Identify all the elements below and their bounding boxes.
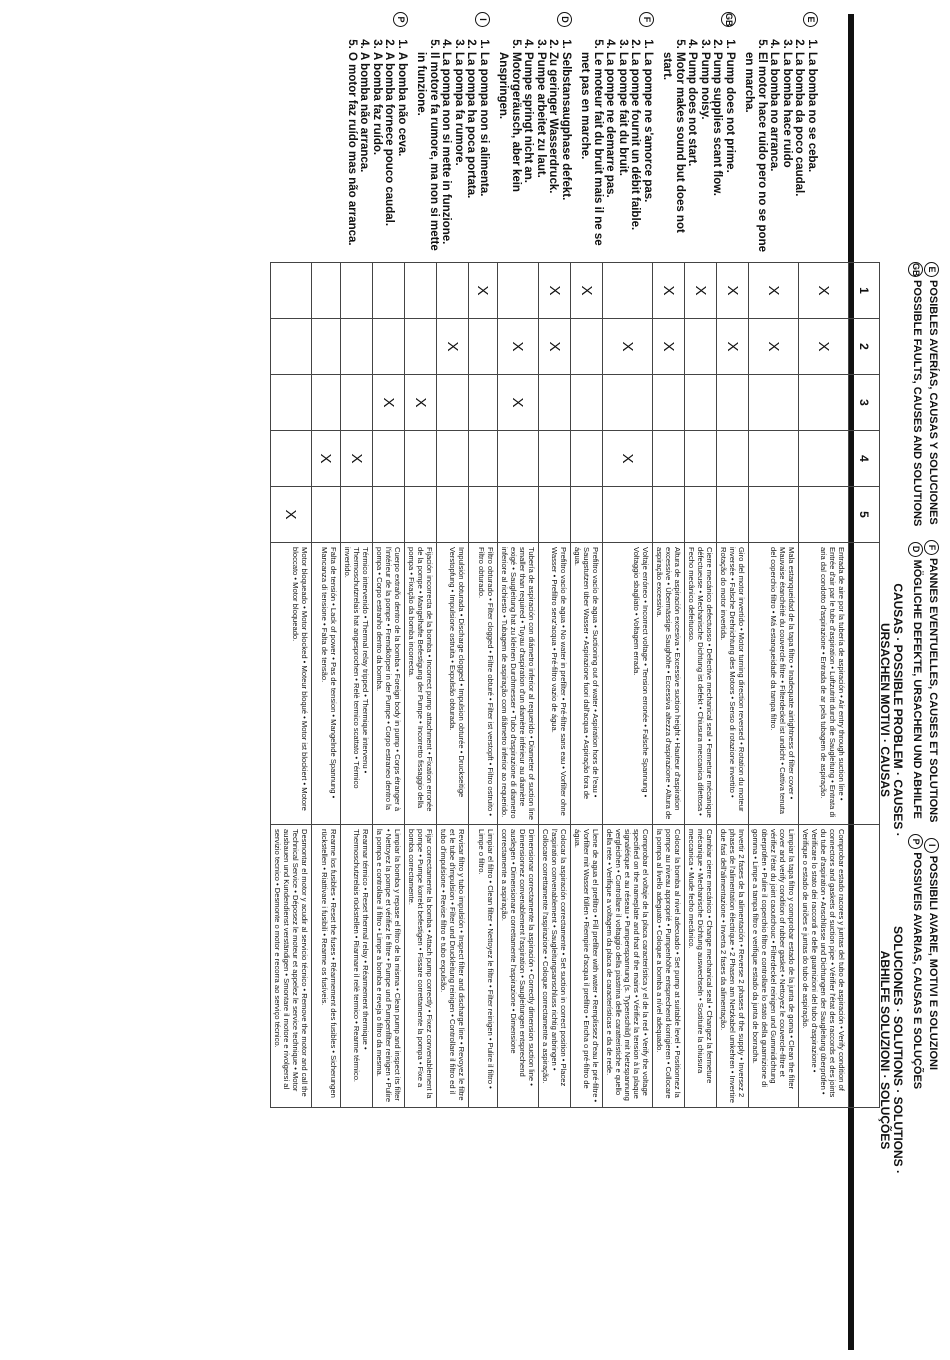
cause-cell: Tubería de aspiración con diámetro inferior al requerido • Diameter of suction line smaller than required • Tuyau d'aspiration d'un diamètre inférieur au diamètre exigé • Saugleitung hat zu kleinen Durchmesser • Tubo d'aspirazione di diametro inferiore al richiesto • Tubagem de aspiração com diâmetro inferior ao requerido.: [498, 543, 539, 825]
symptom-mark-cell: [571, 319, 603, 375]
symptom-mark-cell: [437, 487, 469, 543]
symptom-mark-cell: [717, 487, 749, 543]
table-row: [271, 263, 312, 1108]
symptom-item: 2. La pompe fournit un débit faible.: [629, 52, 642, 252]
lang-badge: D: [557, 12, 572, 27]
lang-badge: E: [803, 12, 818, 27]
symptom-mark-cell: [271, 431, 312, 487]
cause-cell: Motor bloqueado • Motor blocked • Moteur bloqué • Motor ist blockiert • Motore bloccato • Motor bloqueado.: [271, 543, 312, 825]
symptom-mark-cell: [405, 319, 437, 375]
col-4: 4: [849, 431, 880, 487]
cause-cell: Voltaje erróneo • Incorrect voltage • Tension erronée • Falsche Spannung • Voltaggio sbagliato • Voltagem errada.: [603, 543, 653, 825]
symptom-mark-cell: [469, 319, 498, 375]
symptom-mark-cell: [341, 319, 373, 375]
cause-cell: Filtro obturado • Filter clogged • Filtre obturé • Filter ist verstopft • Filtro ostruito • Filtro obturado.: [469, 543, 498, 825]
symptom-mark-cell: [749, 375, 799, 431]
symptom-mark-cell: X: [271, 487, 312, 543]
solution-cell: Revisar filtro y tubo impulsión • Inspect filter and discharge line • Revoyez le filtre et le tube d'impulsion • Filter und Druckleitung reinigen • Controllare il filtro ed il tubo d'impulsione • Revise filtro e tubo expulsão.: [437, 825, 469, 1108]
symptom-mark-cell: X: [749, 319, 799, 375]
lang-badge: F: [924, 540, 939, 555]
symptom-mark-cell: [341, 263, 373, 319]
symptom-item: 4. La pompe ne demarre pas.: [604, 52, 617, 252]
symptom-item: 1. Selbstansaugphase defekt.: [560, 52, 573, 252]
symptom-mark-cell: [312, 319, 341, 375]
symptom-item: 5. Motorgeräusch, aber kein Anspringen.: [497, 52, 522, 252]
col-3: 3: [849, 375, 880, 431]
symptom-item: 2. La bomba da poco caudal.: [793, 52, 806, 252]
symptom-mark-cell: [539, 487, 571, 543]
lang-badge: E: [924, 262, 939, 277]
symptoms-f: [579, 12, 654, 252]
symptom-mark-cell: [603, 487, 653, 543]
symptom-mark-cell: [405, 263, 437, 319]
header-title-pt: POSSIVEIS AVARIAS, CAUSAS E SOLUÇÕES: [911, 852, 923, 1090]
symptom-mark-cell: [653, 487, 685, 543]
lang-badge: P: [393, 12, 408, 27]
lang-badge: GB: [721, 12, 736, 27]
symptom-item: 1. A bomba não ceva.: [396, 52, 409, 252]
table-row: [603, 263, 653, 1108]
table-row: [685, 263, 717, 1108]
table-row: [539, 263, 571, 1108]
symptom-mark-cell: [603, 375, 653, 431]
col-2: 2: [849, 319, 880, 375]
symptom-mark-cell: X: [539, 263, 571, 319]
symptom-mark-cell: [799, 487, 849, 543]
cause-cell: Mala estanqueidad de la tapa filtro • Inadequate airtightness of filter cover • Mauvaise étanchéité du couvercle filtre • Filterdeckel ist undicht • Cattiva tenuta del coperchio filtro • Má estanqueidade da tampa filtro.: [749, 543, 799, 825]
col-5: 5: [849, 487, 880, 543]
table-row: [469, 263, 498, 1108]
symptom-mark-cell: X: [603, 431, 653, 487]
symptom-mark-cell: [405, 431, 437, 487]
symptom-item: 2. A bomba fornece pouco caudal.: [383, 52, 396, 252]
symptom-mark-cell: X: [571, 263, 603, 319]
symptom-mark-cell: X: [799, 263, 849, 319]
solution-cell: Cambiar cierre mecánico • Change mechanical seal • Changez la fermeture mécanique • Mechanische Dichtung auswechseln • Sostituire la chiusura meccanica • Mude fecho mecânico.: [685, 825, 717, 1108]
symptom-item: 3. Pumpe arbeitet zu laut.: [535, 52, 548, 252]
symptom-item: 1. La pompa non si alimenta.: [478, 52, 491, 252]
symptom-mark-cell: [653, 375, 685, 431]
symptom-mark-cell: [571, 375, 603, 431]
symptom-item: 3. A bomba faz ruído.: [371, 52, 384, 252]
symptom-item: 5. Il motore fa rumore, ma non si mette in funzione.: [415, 52, 440, 252]
symptom-mark-cell: [799, 431, 849, 487]
symptom-mark-cell: X: [653, 319, 685, 375]
causes-header: CAUSAS · POSSIBLE PROBLEM · CAUSES · URSACHEN MOTIVI · CAUSAS: [878, 583, 905, 837]
symptom-mark-cell: X: [498, 375, 539, 431]
symptom-mark-cell: [685, 319, 717, 375]
cause-cell: Altura de aspiración excesiva • Excessive suction height • Hauteur d'aspiration excessive • Übermässige Saughöhe • Eccessiva altezza d'aspirazione • Altura de aspiração excessiva.: [653, 543, 685, 825]
cause-cell: Cuerpo extraño dentro de la bomba • Foreign body in pump • Corps étranger à l'intérieur de la pompe • Fremdkörper in der Pumpe • Corpo estraneo dentro la pompa • Corpo estranho dentro da bomba.: [373, 543, 405, 825]
symptom-mark-cell: [571, 487, 603, 543]
symptom-item: 5. El motor hace ruido pero no se pone en marcha.: [743, 52, 768, 252]
symptom-mark-cell: [312, 375, 341, 431]
solution-cell: Rearmar térmico • Reset thermal relay • Réarmement thermique • Thermoschutzrelais rückstellen • Riarmare il relè termico • Rearme térmico.: [341, 825, 373, 1108]
symptom-item: 2. Pump supplies scant flow.: [711, 52, 724, 252]
solution-cell: Rearme los fusibles • Reset the fuses • Réarmement des fusibles • Sicherungen rückstellen • Riattivare i fusibili • Rearme os fusíveis.: [312, 825, 341, 1108]
symptom-mark-cell: [498, 487, 539, 543]
table-row: [749, 263, 799, 1108]
symptoms-e: [743, 12, 818, 252]
symptom-mark-cell: [469, 487, 498, 543]
symptom-mark-cell: X: [312, 431, 341, 487]
lang-badge: GB: [908, 262, 923, 277]
cause-cell: Prefiltro vacío de agua • No water in prefilter • Pré-filtre sans eau • Vorfilter ohne Wasser • Prefiltro senz'acqua • Pré-filtro vazio de água.: [539, 543, 571, 825]
symptom-item: 3. La pompa fa rumore.: [453, 52, 466, 252]
symptoms-p: [346, 12, 409, 252]
solution-cell: Limpiar la tapa filtro y comprobar estado de la junta de goma • Clean the filter cover and verify condition of rubber gasket • Nettoyez le couvercle-filtre et vérifiez l'état du joint caoutchouc • Filterdeckel reinigen und Gummidichtung überprüfen • Pulire il coperchio filtro e controllare lo stato della guarnizione di gomma • Limpe a tampa filtro e verifique estado da junta de borracha.: [749, 825, 799, 1108]
symptom-item: 3. La pompe fait du bruit.: [617, 52, 630, 252]
symptom-mark-cell: X: [749, 263, 799, 319]
symptom-mark-cell: [271, 375, 312, 431]
symptoms-gb: [661, 12, 736, 252]
symptom-item: 4. La pompa non si mette in funzione.: [440, 52, 453, 252]
symptom-mark-cell: [799, 375, 849, 431]
solution-cell: Dimensionar correctamente la aspiración • Correctly dimension suction line • Dimensionnez convenablement l'aspiration • Saugleitungen entsprechend auslegen • Dimensionare correttamente l'aspirazione • Dimensione correctamente a aspiração.: [498, 825, 539, 1108]
symptom-mark-cell: [498, 431, 539, 487]
symptom-mark-cell: [312, 263, 341, 319]
faults-table: [270, 262, 880, 1108]
symptom-mark-cell: [312, 487, 341, 543]
symptom-mark-cell: [749, 487, 799, 543]
symptom-mark-cell: [437, 375, 469, 431]
symptom-item: 3. Pump noisy.: [699, 52, 712, 252]
col-solutions: [849, 825, 880, 1108]
symptom-mark-cell: X: [653, 263, 685, 319]
solution-cell: Comprobar estado racores y juntas del tubo de aspiración • Verify condition of connectors and gaskets of suction pipe • Vérifier l'état des raccords et des joints du tube d'aspiration • Anschlüsse und Dichtungen der Saugleitung überprüfen • Verificare lo stato dei raccordi e delle guarnizioni del tubo d'aspirazione • Verifique o estado de uniões e juntas do tubo de aspiração.: [799, 825, 849, 1108]
cause-cell: Fijación incorrecta de la bomba • Incorrect pump attachment • Fixation erronée de la pompe • Mangelhafte Befestigung der Pumpe • Incorretto fissaggio della pompa • Fixação da bomba incorrecta.: [405, 543, 437, 825]
symptom-mark-cell: [749, 431, 799, 487]
table-row: [437, 263, 469, 1108]
symptom-mark-cell: [271, 263, 312, 319]
solution-cell: Colocar la aspiración correctamente • Set suction in correct position • Placez l'aspiration convenablement • Saugleitungsanschluss richtig anbringen • Collocare correttamente l'aspirazione • Coloque correctamente a aspiração.: [539, 825, 571, 1108]
lang-badge: P: [908, 834, 923, 849]
symptom-mark-cell: [498, 263, 539, 319]
symptom-mark-cell: [373, 487, 405, 543]
symptom-item: 2. La pompa ha poca portata.: [465, 52, 478, 252]
symptom-mark-cell: [341, 375, 373, 431]
solution-cell: Fijar correctamente la bomba • Attach pump correctly • Fixez convenablement la pompe • Pumpe korrekt befestigen • Fissare correttamente la pompa • Fixe a bomba correctamente.: [405, 825, 437, 1108]
lang-badge: F: [639, 12, 654, 27]
symptom-mark-cell: [539, 375, 571, 431]
lang-badge: D: [908, 542, 923, 557]
solution-cell: Limpiar la bomba y repase el filtro de la misma • Clean pump and inspect its filter • Nettoyez la pompe et vérifiez le filtre • Pumpe und Pumpenfilter reinigen • Pulire la pompa e controllare il filtro • Limpe a bomba e reveja o filtro da mesma.: [373, 825, 405, 1108]
symptom-mark-cell: [405, 487, 437, 543]
symptom-mark-cell: X: [437, 319, 469, 375]
header-line-2: [909, 262, 924, 1089]
symptom-mark-cell: [271, 319, 312, 375]
symptom-item: 5. O motor faz ruído mas não arranca.: [346, 52, 359, 252]
header-title-gb: POSSIBLE FAULTS, CAUSES AND SOLUTIONS: [911, 280, 923, 527]
symptom-mark-cell: X: [717, 263, 749, 319]
symptom-mark-cell: X: [373, 375, 405, 431]
symptom-item: 5. Motor makes sound but does not start.: [661, 52, 686, 252]
table-row: [717, 263, 749, 1108]
cause-cell: Cierre mecánico defectuoso • Defective mechanical seal • Fermeture mécanique défectueuse • Mechanische Dichtung ist defekt • Chiusura meccanica difettosa • Fecho mecânico defeituoso.: [685, 543, 717, 825]
header-line-1: [925, 262, 940, 1070]
symptom-mark-cell: X: [498, 319, 539, 375]
table-row: [373, 263, 405, 1108]
solution-cell: Colocar la bomba al nivel adecuado • Set pump at suitable level • Positionnez la pompe au niveau approprié • Pumpenhöhe entsprechend korrigieren • Collocare la pompa al livello adeguato • Coloque a bomba a nível adequado.: [653, 825, 685, 1108]
solution-cell: Limpiar el filtro • Clean filter • Nettoyez le filtre • Filter reinigen • Pulire il filtro • Limpe o filtro.: [469, 825, 498, 1108]
symptoms-i: [415, 12, 490, 252]
solutions-header: SOLUCIONES · SOLUTIONS · SOLUTIONS · ABHILFE SOLUZIONI · SOLUÇÕES: [878, 925, 905, 1174]
table-row: [799, 263, 849, 1108]
symptom-item: 1. La bomba no se ceba.: [806, 52, 819, 252]
symptom-item: 4. Pump does not start.: [686, 52, 699, 252]
lang-badge: I: [475, 12, 490, 27]
cause-cell: Térmico intervenido • Thermal relay tripped • Thermique intervenu • Thermoschutzrelais hat angesprochen • Relè termico scattato • Térmico invertido.: [341, 543, 373, 825]
symptom-item: 1. La pompe ne s'amorce pas.: [642, 52, 655, 252]
symptom-mark-cell: [571, 431, 603, 487]
col-causes: [849, 543, 880, 825]
symptom-mark-cell: [437, 431, 469, 487]
symptom-mark-cell: X: [469, 263, 498, 319]
solution-cell: Comprobar el voltaje de la placa característica y el de la red • Verify the voltage specified on the nameplate and that of the mains • Vérifiez la tension à la plaque signalétique et au réseau • Pumpenspannung (s. Typenschild) mit Netzspannung vergleichen • Controllare il voltaggio della piastrina delle caratteristiche e quello della rete • Verifique a voltagem da placa de características e da de rede.: [603, 825, 653, 1108]
symptom-mark-cell: [603, 263, 653, 319]
header-title-fr: PANNES EVENTUELLES, CAUSES ET SOLUTIONS: [927, 557, 939, 823]
table-row: [498, 263, 539, 1108]
symptom-mark-cell: [653, 431, 685, 487]
solution-cell: Invertir 2 fases de la alimentación • Reverse 2 phases of the supply • Inversez 2 phases de l'alimentation électrique • 2 Phasen am Netzkabel umkehren • Invertire due fasi dell'alimentazione • Inverta 2 fases da alimentação.: [717, 825, 749, 1108]
symptom-mark-cell: [685, 375, 717, 431]
cause-cell: Entrada de aire por la tubería de aspiración • Air entry through suction line • Entrée d'air par le tube d'aspiration • Luftzutritt durch die Saugleitung • Entrata di aria dal condotto d'aspirazione • Entrada de ar pela tubagem de aspiração.: [799, 543, 849, 825]
header-title-d: MÖGLICHE DEFEKTE, URSACHEN UND ABHILFE: [911, 559, 923, 819]
table-row: [341, 263, 373, 1108]
symptom-mark-cell: [717, 375, 749, 431]
table-row: [653, 263, 685, 1108]
col-1: 1: [849, 263, 880, 319]
cause-cell: Impulsión obturada • Discharge clogged • Impulsion obturée • Druckseitige Verstopfung • Impulsione ostruita • Expulsão obturada.: [437, 543, 469, 825]
cause-cell: Prefiltro vacío de agua • Suctioning out of water • Aspiration hors de l'eau • Saugstutzen über Wasser • Aspirazione fuori dall'acqua • Aspiração fora de água.: [571, 543, 603, 825]
symptom-item: 2. Zu geringer Wasserdruck.: [547, 52, 560, 252]
symptom-mark-cell: X: [341, 431, 373, 487]
symptom-mark-cell: [469, 431, 498, 487]
lang-badge: I: [924, 838, 939, 853]
table-row: [571, 263, 603, 1108]
symptom-mark-cell: X: [685, 263, 717, 319]
table-row: [405, 263, 437, 1108]
cause-cell: Giro del motor invertido • Motor turning direction reversed • Rotation du moteur inversée • Falsche Drehrichtung des Motors • Senso di rotazione invertito • Rotação do motor invertida.: [717, 543, 749, 825]
symptom-mark-cell: [373, 263, 405, 319]
symptom-item: 4. Pumpe springt nicht an.: [522, 52, 535, 252]
symptom-mark-cell: [373, 431, 405, 487]
symptom-mark-cell: [373, 319, 405, 375]
symptom-mark-cell: [717, 431, 749, 487]
cause-cell: Falta de tensión • Lack of power • Pas de tension • Mangelnde Spannung • Mancanza di tensione • Falta de tensão.: [312, 543, 341, 825]
symptom-mark-cell: [469, 375, 498, 431]
header-title-es: POSIBLES AVERÍAS, CAUSAS Y SOLUCIONES: [927, 280, 939, 525]
symptom-item: 1. Pump does not prime.: [724, 52, 737, 252]
symptom-mark-cell: X: [717, 319, 749, 375]
symptom-item: 4. A bomba não arranca.: [358, 52, 371, 252]
symptom-mark-cell: [341, 487, 373, 543]
symptom-mark-cell: X: [799, 319, 849, 375]
symptom-item: 5. Le moteur fait du bruit mais il ne se met pas en marche.: [579, 52, 604, 252]
header-title-it: POSSIBILI AVARIE, MOTIVI E SOLUZIONI: [927, 855, 939, 1071]
symptoms-d: [497, 12, 572, 252]
symptom-mark-cell: [437, 263, 469, 319]
solution-cell: Desmontar el motor y acudir al servicio técnico • Remove the motor and call the Technical Service • Déposez le moteur et appelez le service technique • Motor ausbauen und Kundendienst verständigen • Smontare il motore e rivolgersi al servizio tecnico • Desmonte o motor e recorra ao serviço técnico.: [271, 825, 312, 1108]
symptom-mark-cell: [685, 431, 717, 487]
symptom-mark-cell: [685, 487, 717, 543]
symptom-mark-cell: X: [405, 375, 437, 431]
table-row: [312, 263, 341, 1108]
faults-table-body: [271, 263, 849, 1108]
symptom-mark-cell: X: [539, 319, 571, 375]
solution-cell: Llene de agua el prefiltro • Fill prefilter with water • Remplissez d'eau le pré-filtre • Vorfilter mit Wasser füllen • Riempire d'acqua il prefiltro • Encha o pré-filtro de água.: [571, 825, 603, 1108]
symptom-mark-cell: X: [603, 319, 653, 375]
symptom-mark-cell: [539, 431, 571, 487]
symptom-item: 3. La bomba hace ruido: [781, 52, 794, 252]
symptom-item: 4. La bomba no arranca.: [768, 52, 781, 252]
